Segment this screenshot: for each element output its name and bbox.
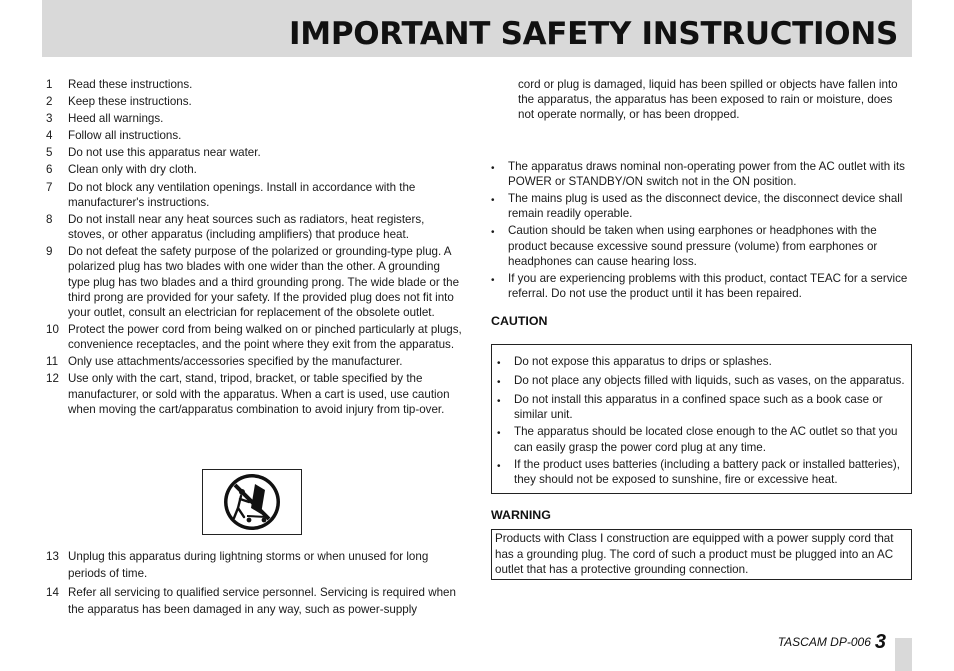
bullet-item [497,424,906,454]
footer-model: TASCAM DP-006 [777,635,871,649]
bullet-item [497,354,906,371]
page-number: 3 [874,631,886,653]
instruction-text: Unplug this apparatus during lightning storms or when unused for long periods of time. [68,550,429,580]
instruction-number: 13 [46,550,59,563]
instruction-number: 2 [46,95,53,109]
bullet-text: If the product uses batteries (including a battery pack or installed batteries), they should not be exposed to sunshine, fire or excessive heat. [514,457,901,487]
instruction-number: 1 [46,78,53,91]
instruction-text: Read these instructions. [68,78,193,91]
caution-box [491,344,912,495]
bullet-item [497,373,906,390]
bullet-text: Do not place any objects filled with liquids, such as vases, on the apparatus. [514,373,905,387]
instruction-item [46,111,462,126]
bullet-text: The mains plug is used as the disconnect device, the disconnect device shall remain readily operable. [508,192,903,221]
instruction-text: Follow all instructions. [68,129,182,143]
bullet-icon: • [491,162,495,174]
instruction-text: Do not use this apparatus near water. [68,146,261,160]
cart-warning-box [202,469,302,535]
instructions-list [46,77,462,417]
instruction-item [46,322,462,352]
instruction-number: 9 [46,245,53,259]
instruction-number: 7 [46,180,53,194]
bullet-item [491,159,912,189]
instruction-item [46,244,462,320]
instruction-item [46,354,462,369]
instruction-number: 12 [46,372,59,386]
bullet-icon: • [497,396,501,408]
bullet-icon: • [491,227,495,239]
instruction-text: Do not install near any heat sources such as radiators, heat registers, stoves, or other apparatus (including amplifiers) that produce heat. [68,212,425,242]
cart-tipover-warning-icon [203,470,301,534]
header-band [42,0,912,57]
instruction-number: 5 [46,146,53,160]
instruction-text: Keep these instructions. [68,95,192,109]
bullet-text: Do not install this apparatus in a confined space such as a book case or similar unit. [514,393,883,422]
instruction-number: 11 [46,355,59,369]
instruction-item [46,77,462,92]
instruction-number: 6 [46,163,53,177]
bullet-item [491,271,912,301]
instructions-list-continued [46,548,462,620]
instruction-text: Only use attachments/accessories specified by the manufacturer. [68,355,403,369]
instruction-item [46,128,462,143]
bullet-item [491,223,912,269]
caution-list [497,354,906,488]
instruction-number: 8 [46,212,53,226]
instruction-item [46,212,462,242]
page-footer [778,632,886,652]
instruction-item [46,548,462,582]
bullet-text: The apparatus draws nominal non-operating power from the AC outlet with its POWER or STANDBY/ON switch not in the ON position. [508,159,905,188]
bullet-icon: • [497,428,501,440]
instruction-number: 14 [46,585,59,599]
bullet-text: If you are experiencing problems with this product, contact TEAC for a service referral. Do not use the product until it has been repaired. [508,272,908,301]
instruction-item [46,162,462,177]
power-notes-list [491,159,912,302]
bullet-icon: • [497,376,501,388]
instruction-text: Do not defeat the safety purpose of the polarized or grounding-type plug. A polarized plug has two blades with one wider than the other. A grounding type plug has two blades and a third grounding prong. The wide blade or the third prong are provided for your safety. If the provided plug does not fit into your outlet, consult an electrician for replacement of the obsolete outlet. [68,245,460,319]
instructions-column-left [46,77,462,419]
instruction-text: Do not block any ventilation openings. Install in accordance with the manufacturer's instructions. [68,180,416,209]
warning-box [491,529,912,580]
bullet-text: Caution should be taken when using earphones or headphones with the product because excessive sound pressure (volume) from earphones or headphones can cause hearing loss. [508,224,878,268]
bullet-icon: • [491,275,495,287]
warning-heading: WARNING [491,508,551,523]
instruction-number: 4 [46,129,53,143]
instruction-number: 10 [46,323,59,337]
bullet-item [491,191,912,221]
page-side-tab [895,638,912,671]
bullet-text: The apparatus should be located close enough to the AC outlet so that you can easily grasp the power cord plug at any time. [514,425,898,454]
instruction-text: Refer all servicing to qualified service personnel. Servicing is required when the apparatus has been damaged in any way, such as power-supply [68,585,456,616]
instruction-number: 3 [46,112,53,126]
bullet-item [497,457,906,487]
instruction-item [46,180,462,210]
instruction-item [46,371,462,417]
instruction-item [46,145,462,160]
bullet-text: Do not expose this apparatus to drips or splashes. [514,354,772,368]
bullet-icon: • [497,357,501,369]
caution-heading: CAUTION [491,314,548,329]
bullet-icon: • [491,195,495,207]
instruction-text: Clean only with dry cloth. [68,163,197,177]
instruction-text: Protect the power cord from being walked on or pinched particularly at plugs, convenience receptacles, and the point where they exit from the apparatus. [68,323,462,352]
page-title: IMPORTANT SAFETY INSTRUCTIONS [289,16,898,52]
instructions-column-right [491,77,912,580]
instruction-text: Use only with the cart, stand, tripod, bracket, or table specified by the manufacturer, or sold with the apparatus. When a cart is used, use caution when moving the cart/apparatus combination to avoid injury from tip-over. [68,372,450,416]
instruction-item [46,584,462,618]
warning-text: Products with Class Ⅰ construction are equipped with a power supply cord that has a grounding plug. The cord of such a product must be plugged into an AC outlet that has a protective grounding connection. [495,532,894,576]
instruction-text: Heed all warnings. [68,112,164,126]
instruction-14-continued: cord or plug is damaged, liquid has been spilled or objects have fallen into the apparatus, the apparatus has been exposed to rain or moisture, does not operate normally, or has been dropped. [518,78,898,122]
instruction-item [46,94,462,109]
bullet-item [497,392,906,422]
bullet-icon: • [497,460,501,472]
